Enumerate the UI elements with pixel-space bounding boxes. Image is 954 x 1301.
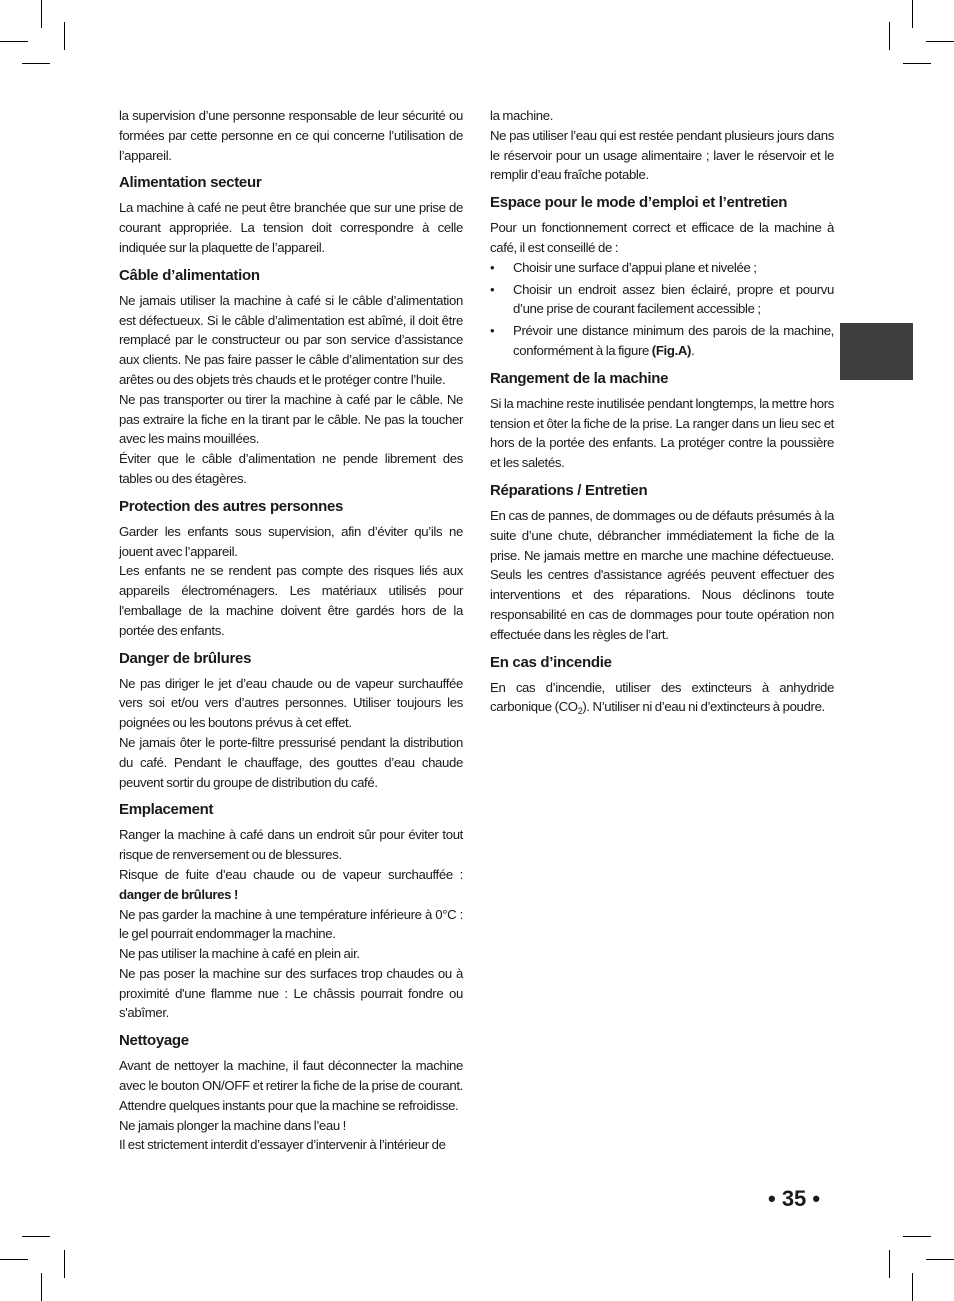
right-column — [490, 106, 834, 722]
section-paragraph: Ne pas garder la machine à une température inférieure à 0°C : le gel pourrait endommager la machine. — [119, 906, 463, 942]
section-paragraph: Ne pas diriger le jet d’eau chaude ou de vapeur surchauffée vers soi et/ou vers d’autres personnes. Utiliser toujours les poignées ou les boutons prévus à cet effet. — [119, 675, 463, 731]
section-heading-nettoyage: Nettoyage — [119, 1032, 189, 1050]
crop-mark — [64, 22, 65, 50]
crop-mark — [22, 1236, 50, 1237]
bullet-list — [490, 258, 834, 361]
section-paragraph: Ne jamais utiliser la machine à café si le câble d’alimentation est défectueux. Si le câble d’alimentation est abîmé, il doit être remplacé par le constructeur ou par son service d’assistance aux clients. Ne pas faire passer le câble d’alimentation sur des arêtes ou des objets très chauds et le protéger contre l’huile. — [119, 292, 463, 387]
section-paragraph: La machine à café ne peut être branchée que sur une prise de courant appropriée. La tension doit correspondre à celle indiquée sur la plaquette de l’appareil. — [119, 200, 463, 255]
section-paragraph: Ne pas utiliser la machine à café en plein air. — [119, 946, 360, 962]
list-item — [490, 321, 834, 361]
section-heading-protection: Protection des autres personnes — [119, 497, 344, 515]
crop-mark — [889, 1250, 890, 1278]
section-paragraph: Il est strictement interdit d’essayer d’intervenir à l’intérieur de — [119, 1137, 446, 1153]
intro-paragraph: la supervision d’une personne responsable de leur sécurité ou formées par cette personne en ce qui concerne l’utilisation de l’appareil. — [119, 108, 463, 163]
section-paragraph: Éviter que le câble d’alimentation ne pende librement des tables ou des étagères. — [119, 451, 463, 486]
section-paragraph: Ne jamais ôter le porte-filtre pressurisé pendant la distribution du café. Pendant le chauffage, des gouttes d’eau chaude peuvent sortir du groupe de distribution du café. — [119, 734, 463, 790]
section-paragraph: Ne jamais plonger la machine dans l’eau ! — [119, 1117, 346, 1133]
figure-reference: (Fig.A) — [651, 342, 692, 358]
section-paragraph: Ranger la machine à café dans un endroit sûr pour éviter tout risque de renversement ou de blessures. — [119, 827, 463, 863]
section-paragraph: En cas de pannes, de dommages ou de défauts présumés à la suite d’une chute, débrancher immédiatement la fiche de la prise. Ne jamais mettre en marche une machine défectueuse. Seuls les centres d'assistance agréés peuvent effectuer des interventions et des réparations. Nous déclinons toute responsabilité en cas de dommages pour toute opération non effectuée dans les règles de l’art. — [490, 507, 834, 642]
crop-mark — [903, 63, 931, 64]
page-number: • 35 • — [768, 1186, 821, 1211]
subscript-two: 2 — [577, 706, 583, 717]
crop-mark — [903, 1236, 931, 1237]
section-heading-reparations: Réparations / Entretien — [490, 481, 648, 499]
crop-mark — [926, 41, 954, 42]
section-paragraph: Garder les enfants sous supervision, afin d’éviter qu’ils ne jouent avec l’appareil. — [119, 523, 463, 559]
crop-mark — [889, 22, 890, 50]
section-paragraph: Les enfants ne se rendent pas compte des risques liés aux appareils électroménagers. Les matériaux utilisés pour l'emballage de la machine doivent être gardés hors de la portée des enfants. — [119, 563, 463, 638]
section-paragraph: Si la machine reste inutilisée pendant longtemps, la mettre hors tension et ôter la fiche de la prise. La ranger dans un lieu sec et hors de la portée des enfants. La protéger contre la poussière et les saletés. — [490, 395, 835, 471]
crop-mark — [912, 1273, 913, 1301]
warning-paragraph — [119, 865, 463, 905]
section-paragraph: Ne pas transporter ou tirer la machine à café par le câble. Ne pas extraire la fiche en la tirant par le câble. Ne pas la toucher avec les mains mouillées. — [119, 391, 463, 447]
intro-paragraph: la machine. — [490, 108, 554, 123]
warning-bold-text: danger de brûlures ! — [119, 886, 239, 902]
intro-paragraph: Ne pas utiliser l’eau qui est restée pendant plusieurs jours dans le réservoir pour un usage alimentaire ; laver le réservoir et le remplir d’eau fraîche potable. — [490, 127, 834, 183]
list-item: • Choisir une surface d’appui plane et nivelée ; — [490, 258, 834, 278]
list-item: • Choisir un endroit assez bien éclairé, propre et pourvu d’une prise de courant facilement accessible ; — [490, 280, 834, 320]
section-heading-rangement: Rangement de la machine — [490, 369, 669, 387]
section-heading-cable: Câble d’alimentation — [119, 266, 260, 284]
section-paragraph — [490, 678, 834, 723]
warning-text: Risque de fuite d’eau chaude ou de vapeur surchauffée : — [119, 866, 463, 882]
list-item-text: Prévoir une distance minimum des parois de la machine, conformément à la figure — [513, 323, 834, 358]
crop-mark — [926, 1259, 954, 1260]
section-paragraph: Ne pas poser la machine sur des surfaces trop chaudes ou à proximité d'une flamme nue : Le châssis pourrait fondre ou s'abîmer. — [119, 965, 463, 1021]
crop-mark — [64, 1250, 65, 1278]
left-column — [119, 106, 463, 1155]
incendie-text: En cas d’incendie, utiliser des extincteurs à anhydride carbonique (CO — [490, 679, 834, 715]
language-side-tab — [840, 323, 913, 380]
crop-mark — [41, 1273, 42, 1301]
list-item-suffix: . — [691, 342, 695, 358]
section-heading-alimentation: Alimentation secteur — [119, 174, 262, 192]
section-heading-emplacement: Emplacement — [119, 801, 214, 819]
crop-mark — [0, 41, 28, 42]
crop-mark — [41, 0, 42, 28]
section-heading-brulures: Danger de brûlures — [119, 649, 252, 667]
crop-mark — [0, 1259, 28, 1260]
incendie-text-end: ). N’utiliser ni d’eau ni d’extincteurs à poudre. — [582, 699, 825, 715]
section-heading-incendie: En cas d’incendie — [490, 653, 612, 671]
crop-mark — [912, 0, 913, 28]
section-heading-espace: Espace pour le mode d’emploi et l’entretien — [490, 194, 788, 212]
crop-mark — [22, 63, 50, 64]
section-paragraph: Pour un fonctionnement correct et efficace de la machine à café, il est conseillé de : — [490, 220, 834, 255]
section-paragraph: Avant de nettoyer la machine, il faut déconnecter la machine avec le bouton ON/OFF et retirer la fiche de la prise de courant. Attendre quelques instants pour que la machine se refroidisse. — [119, 1058, 463, 1113]
